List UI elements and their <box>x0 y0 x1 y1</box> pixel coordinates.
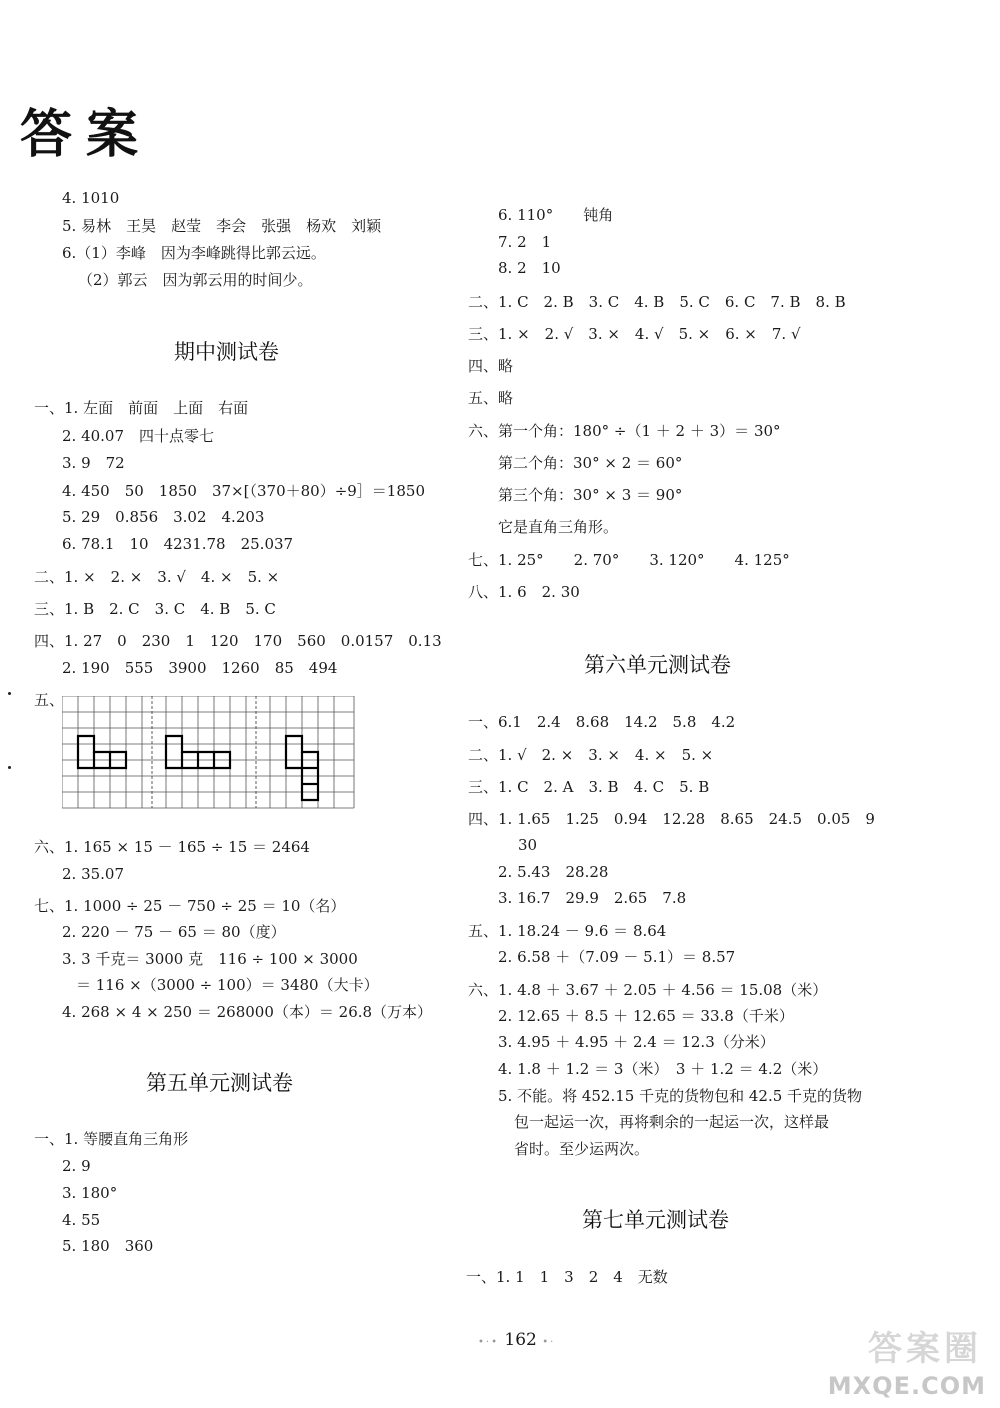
page-number: •·• 162 •· <box>478 1330 556 1350</box>
answer-line: 四、1. 27 0 230 1 120 170 560 0.0157 0.13 <box>34 632 442 650</box>
answer-line: 5. 29 0.856 3.02 4.203 <box>62 508 265 526</box>
answer-line: 6. 78.1 10 4231.78 25.037 <box>62 535 294 553</box>
answer-line: 一、6.1 2.4 8.68 14.2 5.8 4.2 <box>468 713 736 731</box>
answer-line: 六、1. 165 × 15 － 165 ÷ 15 ＝ 2464 <box>34 838 310 856</box>
answer-line: 4. 1010 <box>62 189 120 207</box>
answer-line: 一、1. 1 1 3 2 4 无数 <box>466 1268 668 1286</box>
answer-line: 4. 268 × 4 × 250 ＝ 268000（本）＝ 26.8（万本） <box>62 1003 433 1021</box>
answer-line: 三、1. C 2. A 3. B 4. C 5. B <box>468 778 710 796</box>
section-title-unit6: 第六单元测试卷 <box>584 653 731 677</box>
answer-line: 一、1. 左面 前面 上面 右面 <box>34 399 249 417</box>
answer-line: 六、第一个角：180° ÷（1 ＋ 2 ＋ 3）＝ 30° <box>468 422 781 440</box>
answer-line: 六、1. 4.8 ＋ 3.67 ＋ 2.05 ＋ 4.56 ＝ 15.08（米） <box>468 981 828 999</box>
page-number-ornament: •·• <box>478 1337 499 1348</box>
answer-line: 二、1. C 2. B 3. C 4. B 5. C 6. C 7. B 8. B <box>468 293 846 311</box>
page-title: 答案 <box>20 105 153 165</box>
answer-line: ＝ 116 ×（3000 ÷ 100）＝ 3480（大卡） <box>76 976 379 994</box>
answer-line: 五、略 <box>468 389 514 407</box>
answer-line: 2. 12.65 ＋ 8.5 ＋ 12.65 ＝ 33.8（千米） <box>498 1007 794 1025</box>
section-title-unit7: 第七单元测试卷 <box>582 1208 729 1232</box>
answer-line: 二、1. × 2. × 3. √ 4. × 5. × <box>34 568 280 586</box>
answer-line: 5. 易林 王昊 赵莹 李会 张强 杨欢 刘颖 <box>62 217 382 235</box>
answer-line: 3. 16.7 29.9 2.65 7.8 <box>498 889 687 907</box>
answer-line: （2）郭云 因为郭云用的时间少。 <box>78 271 313 289</box>
answer-line: 包一起运一次，再将剩余的一起运一次，这样最 <box>514 1113 830 1131</box>
answer-line: 7. 2 1 <box>498 233 552 251</box>
answer-line: 2. 9 <box>62 1157 91 1175</box>
answer-line: 省时。至少运两次。 <box>514 1140 650 1158</box>
watermark <box>814 1329 994 1404</box>
answer-line: 五、 <box>34 691 65 709</box>
answer-line: 2. 190 555 3900 1260 85 494 <box>62 659 338 677</box>
answer-line: 3. 9 72 <box>62 454 125 472</box>
answer-line: 3. 3 千克＝ 3000 克 116 ÷ 100 × 3000 <box>62 950 358 968</box>
section-title-midterm: 期中测试卷 <box>174 340 279 364</box>
answer-line: 3. 180° <box>62 1184 118 1202</box>
answer-line: 2. 35.07 <box>62 865 125 883</box>
answer-line: 2. 6.58 ＋（7.09 － 5.1）＝ 8.57 <box>498 948 736 966</box>
answer-line: 三、1. × 2. √ 3. × 4. √ 5. × 6. × 7. √ <box>468 325 801 343</box>
answer-line: 8. 2 10 <box>498 259 561 277</box>
answer-line: 2. 40.07 四十点零七 <box>62 427 215 445</box>
answer-line: 5. 180 360 <box>62 1237 154 1255</box>
answer-line: 四、略 <box>468 357 514 375</box>
answer-line: 2. 220 － 75 － 65 ＝ 80（度） <box>62 923 286 941</box>
answer-line: 4. 450 50 1850 37×[（370＋80）÷9］＝1850 <box>62 482 425 500</box>
grid-figure <box>62 696 356 810</box>
answer-line: 它是直角三角形。 <box>498 518 619 536</box>
margin-dot <box>8 766 11 769</box>
answer-line: 七、1. 25° 2. 70° 3. 120° 4. 125° <box>468 551 790 569</box>
answer-line: 第三个角：30° × 3 ＝ 90° <box>498 486 683 504</box>
section-title-unit5: 第五单元测试卷 <box>146 1071 293 1095</box>
answer-line: 八、1. 6 2. 30 <box>468 583 580 601</box>
margin-dot <box>8 692 11 695</box>
answer-line: 七、1. 1000 ÷ 25 － 750 ÷ 25 ＝ 10（名） <box>34 897 346 915</box>
answer-line: 30 <box>518 836 538 854</box>
answer-line: 3. 4.95 ＋ 4.95 ＋ 2.4 ＝ 12.3（分米） <box>498 1033 775 1051</box>
answer-line: 第二个角：30° × 2 ＝ 60° <box>498 454 683 472</box>
answer-line: 四、1. 1.65 1.25 0.94 12.28 8.65 24.5 0.05 9 <box>468 810 875 828</box>
watermark-logo: 答案圈 <box>868 1329 982 1369</box>
answer-line: 二、1. √ 2. × 3. × 4. × 5. × <box>468 746 714 764</box>
answer-line: 2. 5.43 28.28 <box>498 863 609 881</box>
answer-line: 一、1. 等腰直角三角形 <box>34 1130 189 1148</box>
answer-line: 4. 1.8 ＋ 1.2 ＝ 3（米） 3 ＋ 1.2 ＝ 4.2（米） <box>498 1060 828 1078</box>
answer-line: 6. 110° 钝角 <box>498 206 614 224</box>
answer-line: 5. 不能。将 452.15 千克的货物包和 42.5 千克的货物 <box>498 1087 863 1105</box>
answer-line: 6.（1）李峰 因为李峰跳得比郭云远。 <box>62 244 326 262</box>
watermark-site: MXQE.COM <box>827 1372 986 1400</box>
answer-line: 三、1. B 2. C 3. C 4. B 5. C <box>34 600 276 618</box>
answer-line: 4. 55 <box>62 1211 101 1229</box>
page-number-ornament: •· <box>542 1337 556 1348</box>
answer-line: 五、1. 18.24 － 9.6 ＝ 8.64 <box>468 922 667 940</box>
